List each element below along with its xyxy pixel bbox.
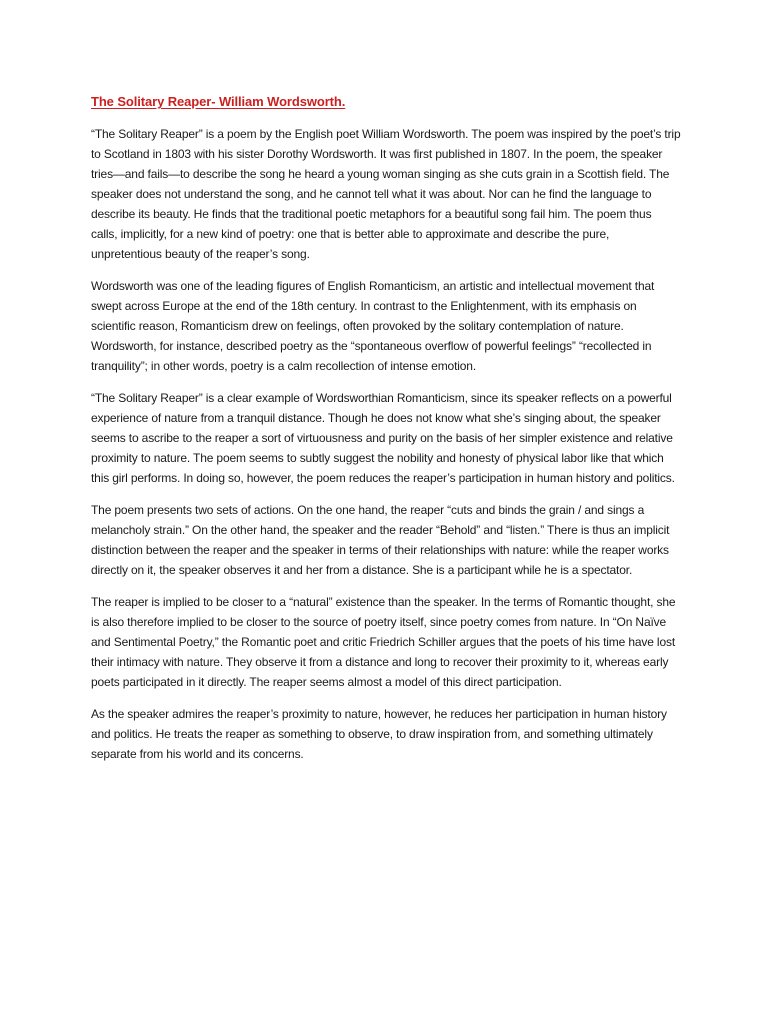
paragraph-2: Wordsworth was one of the leading figures of English Romanticism, an artistic and intellectual movement that swept across Europe at the end of the 18th century. In contrast to the Enlightenment, with its emphasis on scientific reason, Romanticism drew on feelings, often provoked by the solitary contemplation of nature. Wordsworth, for instance, described poetry as the “spontaneous overflow of powerful feelings” “recollected in tranquility”; in other words, poetry is a calm recollection of intense emotion. — [91, 279, 655, 373]
paragraph-6: As the speaker admires the reaper’s proximity to nature, however, he reduces her participation in human history and politics. He treats the reaper as something to observe, to draw inspiration from, and something ultimately separate from his world and its concerns. — [91, 707, 667, 761]
paragraph-3: “The Solitary Reaper” is a clear example of Wordsworthian Romanticism, since its speaker reflects on a powerful experience of nature from a tranquil distance. Though he does not know what she’s singing about, the speaker seems to ascribe to the reaper a sort of virtuousness and purity on the basis of her simpler existence and relative proximity to nature. The poem seems to subtly suggest the nobility and honesty of physical labor like that which this girl performs. In doing so, however, the poem reduces the reaper’s participation in human history and politics. — [91, 391, 675, 485]
paragraph-4: The poem presents two sets of actions. On the one hand, the reaper “cuts and binds the grain / and sings a melancholy strain.” On the other hand, the speaker and the reader “Behold” and “listen.” There is thus an implicit distinction between the reaper and the speaker in terms of their relationships with nature: while the reaper works directly on it, the speaker observes it and her from a distance. She is a participant while he is a spectator. — [91, 503, 670, 577]
document-body — [91, 92, 681, 776]
paragraph-1: “The Solitary Reaper” is a poem by the English poet William Wordsworth. The poem was inspired by the poet’s trip to Scotland in 1803 with his sister Dorothy Wordsworth. It was first published in 1807. In the poem, the speaker tries—and fails—to describe the song he heard a young woman singing as she cuts grain in a Scottish field. The speaker does not understand the song, and he cannot tell what it was about. Nor can he find the language to describe its beauty. He finds that the traditional poetic metaphors for a beautiful song fail him. The poem thus calls, implicitly, for a new kind of poetry: one that is better able to approximate and describe the pure, unpretentious beauty of the reaper’s song. — [91, 127, 681, 261]
document-title: The Solitary Reaper- William Wordsworth. — [91, 94, 346, 109]
paragraph-5: The reaper is implied to be closer to a “natural” existence than the speaker. In the terms of Romantic thought, she is also therefore implied to be closer to the source of poetry itself, since poetry comes from nature. In “On Naïve and Sentimental Poetry,” the Romantic poet and critic Friedrich Schiller argues that the poets of his time have lost their intimacy with nature. They observe it from a distance and long to recover their proximity to it, whereas early poets participated in it directly. The reaper seems almost a model of this direct participation. — [91, 595, 676, 689]
